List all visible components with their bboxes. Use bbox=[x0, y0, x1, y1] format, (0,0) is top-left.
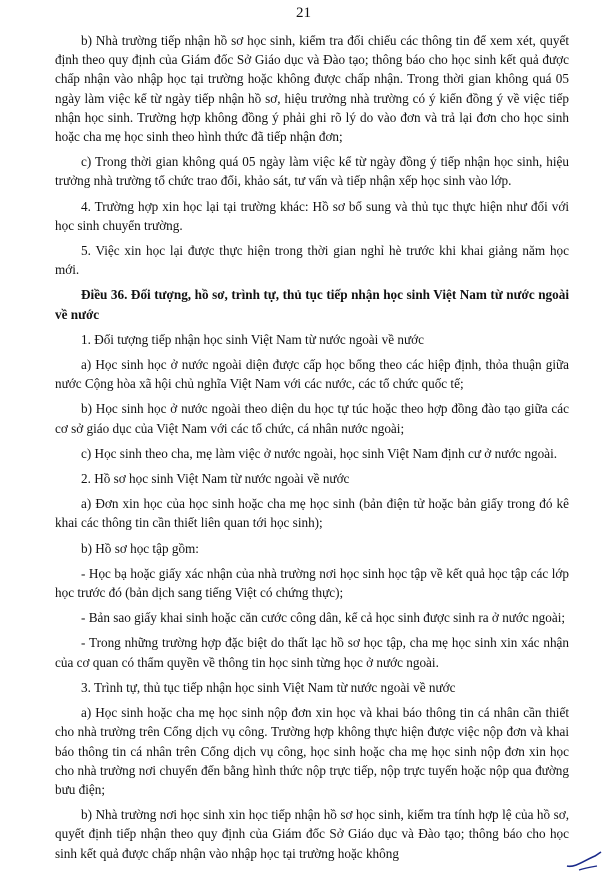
page-number: 21 bbox=[296, 5, 311, 21]
article-heading: Điều 36. Đối tượng, hồ sơ, trình tự, thủ tục tiếp nhận học sinh Việt Nam từ nước ngoài về nước bbox=[55, 287, 569, 322]
paragraph: - Học bạ hoặc giấy xác nhận của nhà trường nơi học sinh học tập về kết quả học tập các lớp học trước đó (bản dịch sang tiếng Việt có chứng thực); bbox=[55, 565, 569, 601]
paragraph: c) Trong thời gian không quá 05 ngày làm việc kể từ ngày đồng ý tiếp nhận học sinh, hiệu trưởng nhà trường tổ chức trao đổi, khảo sát, tư vấn và tiếp nhận xếp học sinh vào lớp. bbox=[55, 154, 569, 189]
paragraph: 2. Hồ sơ học sinh Việt Nam từ nước ngoài về nước bbox=[81, 471, 350, 487]
paragraph: 3. Trình tự, thủ tục tiếp nhận học sinh Việt Nam từ nước ngoài về nước bbox=[81, 679, 456, 695]
paragraph: b) Học sinh học ở nước ngoài theo diện du học tự túc hoặc theo hợp đồng đào tạo giữa các cơ sở giáo dục của Việt Nam với các tổ chức, cá nhân nước ngoài; bbox=[55, 401, 569, 436]
paragraph: a) Học sinh hoặc cha mẹ học sinh nộp đơn xin học và khai báo thông tin cá nhân cần thiết cho nhà trường trên Cổng dịch vụ công. Trường hợp không thực hiện được việc nộp đơn và khai báo thông tin cá nhân trên Cổng dịch vụ công, học sinh hoặc cha mẹ học sinh nộp đơn xin học cho nhà trường nơi chuyển đến bằng hình thức nộp trực tiếp, nộp trực tuyến hoặc nộp qua đường bưu điện; bbox=[55, 705, 569, 797]
pen-mark-icon bbox=[565, 850, 605, 872]
paragraph: - Trong những trường hợp đặc biệt do thất lạc hồ sơ học tập, cha mẹ học sinh xin xác nhận của cơ quan có thẩm quyền về thông tin học sinh từng học ở nước ngoài. bbox=[55, 635, 569, 670]
paragraph: c) Học sinh theo cha, mẹ làm việc ở nước ngoài, học sinh Việt Nam định cư ở nước ngoài. bbox=[81, 445, 558, 461]
paragraph: a) Đơn xin học của học sinh hoặc cha mẹ học sinh (bản điện tử hoặc bản giấy trong đó kê khai các thông tin cần thiết liên quan tới học sinh); bbox=[55, 496, 569, 531]
paragraph: b) Nhà trường tiếp nhận hồ sơ học sinh, kiểm tra đối chiếu các thông tin để xem xét, quyết định theo quy định của Giám đốc Sở Giáo dục và Đào tạo; thông báo cho học sinh kết quả được chấp nhận vào nhập học tại trường hoặc không được chấp nhận. Trong thời gian không quá 05 ngày làm việc kể từ ngày tiếp nhận hồ sơ, hiệu trưởng nhà trường có ý kiến đồng ý về việc tiếp nhận học sinh. Trường hợp không đồng ý phải ghi rõ lý do vào đơn và trả lại đơn cho học sinh hoặc cha mẹ học sinh theo hình thức đã tiếp nhận đơn; bbox=[55, 33, 569, 145]
paragraph: 1. Đối tượng tiếp nhận học sinh Việt Nam từ nước ngoài về nước bbox=[81, 331, 424, 347]
document-body bbox=[55, 31, 569, 869]
paragraph: 4. Trường hợp xin học lại tại trường khác: Hồ sơ bổ sung và thủ tục thực hiện như đối với học sinh chuyển trường. bbox=[55, 198, 569, 233]
paragraph: 5. Việc xin học lại được thực hiện trong thời gian nghỉ hè trước khi khai giảng năm học mới. bbox=[55, 243, 569, 278]
paragraph: b) Hồ sơ học tập gồm: bbox=[81, 540, 199, 556]
paragraph: a) Học sinh học ở nước ngoài diện được cấp học bổng theo các hiệp định, thỏa thuận giữa nước Cộng hòa xã hội chủ nghĩa Việt Nam với các nước, các tổ chức quốc tế; bbox=[55, 357, 569, 392]
paragraph: b) Nhà trường nơi học sinh xin học tiếp nhận hồ sơ học sinh, kiểm tra tính hợp lệ của hồ sơ, quyết định tiếp nhận theo quy định của Giám đốc Sở Giáo dục và Đào tạo; thông báo cho học sinh kết quả được chấp nhận vào nhập học tại trường hoặc không bbox=[55, 807, 569, 861]
paragraph: - Bản sao giấy khai sinh hoặc căn cước công dân, kể cả học sinh được sinh ra ở nước ngoài; bbox=[81, 610, 566, 626]
